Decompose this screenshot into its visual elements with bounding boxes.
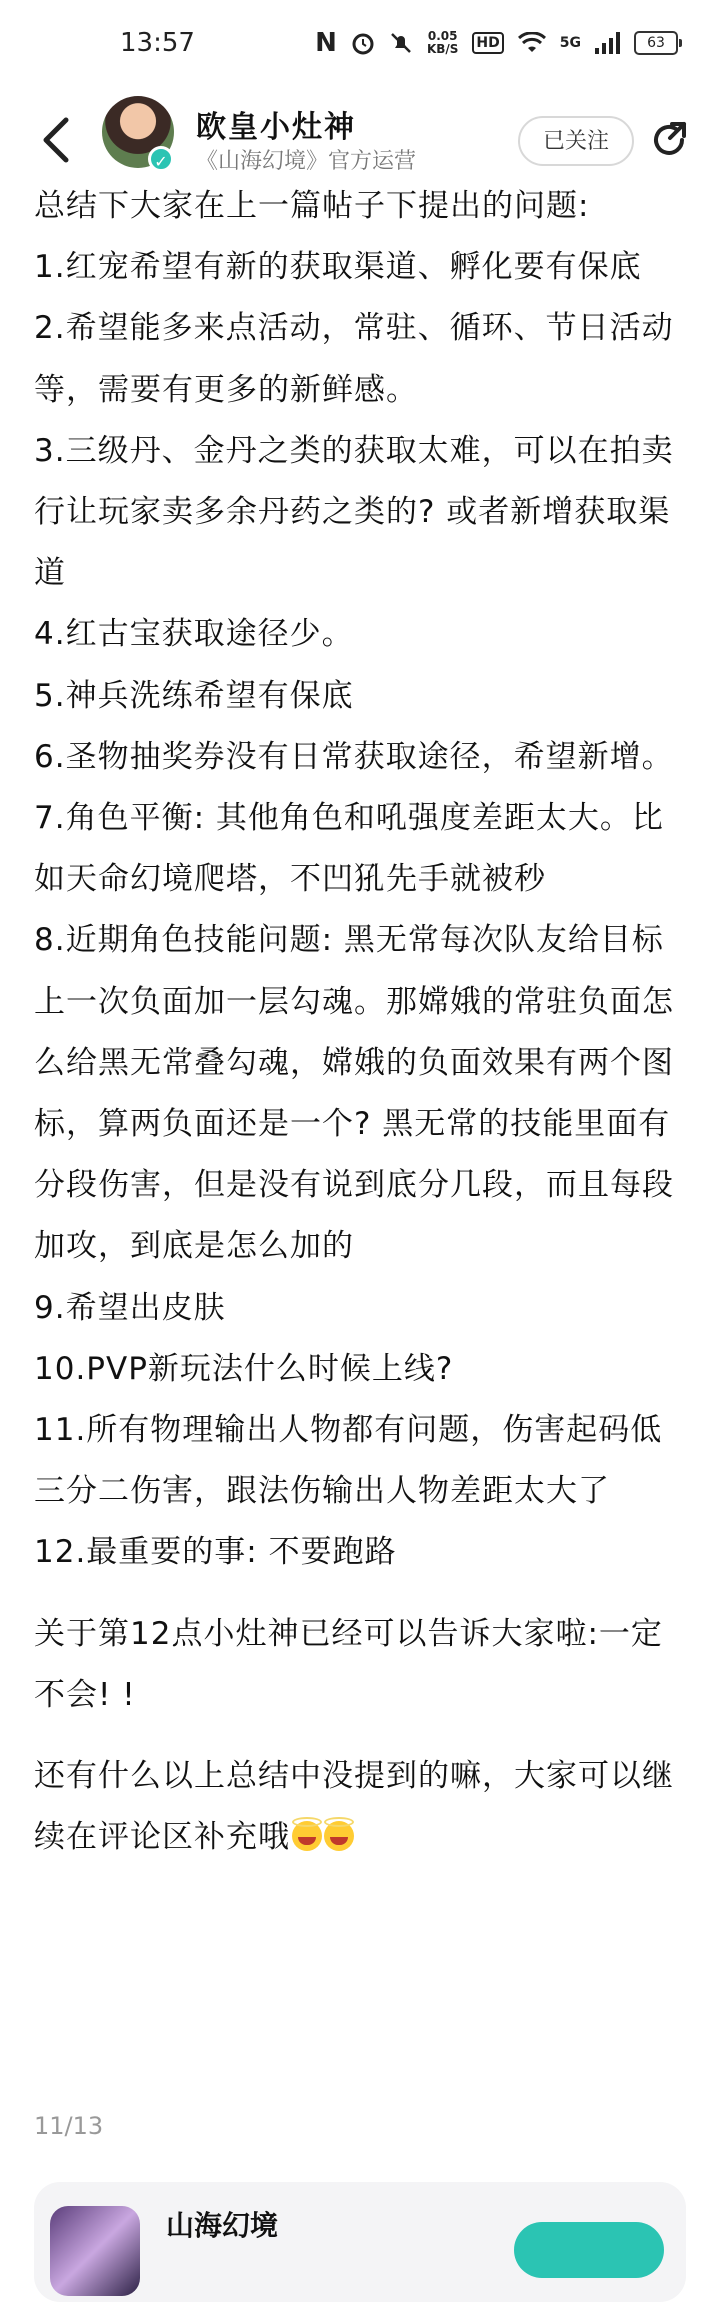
status-bar bbox=[0, 0, 720, 88]
post-followup bbox=[34, 1746, 694, 1868]
author-subtitle: 《山海幻境》官方运营 bbox=[196, 149, 417, 174]
game-action-button[interactable] bbox=[514, 2222, 664, 2278]
post-paragraph: 9.希望出皮肤 bbox=[34, 1289, 226, 1326]
status-icons bbox=[315, 28, 678, 58]
hd-icon: HD bbox=[472, 32, 503, 54]
post-paragraph: 6.圣物抽奖券没有日常获取途径，希望新增。 bbox=[34, 738, 674, 775]
mute-icon bbox=[389, 31, 413, 55]
nfc-icon: N bbox=[315, 28, 337, 58]
network-type: 5G bbox=[559, 35, 581, 51]
post-paragraph: 8.近期角色技能问题: 黑无常每次队友给目标上一次负面加一层勾魂。那嫦娥的常驻负面怎么给黑无常叠勾魂，嫦娥的负面效果有两个图标，算两负面还是一个? 黑无常的技能里面有分段伤害，但是没有说到底分几段，而且每段加攻，到底是怎么加的 bbox=[34, 922, 674, 1265]
post-followup-text: 还有什么以上总结中没提到的嘛，大家可以继续在评论区补充哦 bbox=[34, 1758, 674, 1856]
network-speed bbox=[427, 30, 458, 56]
post-paragraph: 1.红宠希望有新的获取渠道、孵化要有保底 bbox=[34, 249, 642, 286]
post-paragraph: 11.所有物理输出人物都有问题，伤害起码低三分二伤害，跟法伤输出人物差距太大了 bbox=[34, 1412, 663, 1510]
battery-icon: 63 bbox=[634, 31, 678, 55]
post-paragraph: 12.最重要的事: 不要跑路 bbox=[34, 1534, 397, 1571]
post-paragraph: 4.红古宝获取途径少。 bbox=[34, 616, 354, 653]
author-name[interactable]: 欧皇小灶神 bbox=[196, 110, 356, 145]
post-content bbox=[34, 176, 694, 1868]
game-icon bbox=[50, 2206, 140, 2296]
post-paragraph: 2.希望能多来点活动，常驻、循环、节日活动等，需要有更多的新鲜感。 bbox=[34, 310, 674, 408]
game-title: 山海幻境 bbox=[166, 2209, 279, 2242]
wifi-icon bbox=[518, 32, 546, 54]
post-closing: 关于第12点小灶神已经可以告诉大家啦:一定不会! ! bbox=[34, 1615, 663, 1713]
post-paragraph: 10.PVP新玩法什么时候上线? bbox=[34, 1350, 454, 1387]
post-paragraph: 7.角色平衡: 其他角色和吼强度差距太大。比如天命幻境爬塔，不凹犼先手就被秒 bbox=[34, 800, 664, 898]
follow-button[interactable]: 已关注 bbox=[518, 116, 634, 166]
post-date: 11/13 bbox=[34, 2112, 104, 2140]
status-time: 13:57 bbox=[120, 28, 195, 58]
alarm-icon bbox=[351, 31, 375, 55]
game-card[interactable] bbox=[34, 2182, 686, 2302]
signal-icon bbox=[595, 32, 620, 54]
post-paragraph: 总结下大家在上一篇帖子下提出的问题: bbox=[34, 188, 590, 224]
back-icon[interactable] bbox=[36, 110, 76, 170]
verified-icon: ✓ bbox=[148, 146, 174, 172]
post-paragraph: 5.神兵洗练希望有保底 bbox=[34, 677, 354, 714]
share-icon[interactable] bbox=[648, 118, 692, 162]
smiling-face-emoji-icon bbox=[324, 1821, 354, 1851]
network-speed-value: 0.05 bbox=[427, 29, 458, 43]
smiling-face-emoji-icon bbox=[292, 1821, 322, 1851]
post-paragraph: 3.三级丹、金丹之类的获取太难，可以在拍卖行让玩家卖多余丹药之类的? 或者新增获取渠道 bbox=[34, 432, 674, 592]
network-speed-unit: KB/S bbox=[426, 42, 459, 56]
